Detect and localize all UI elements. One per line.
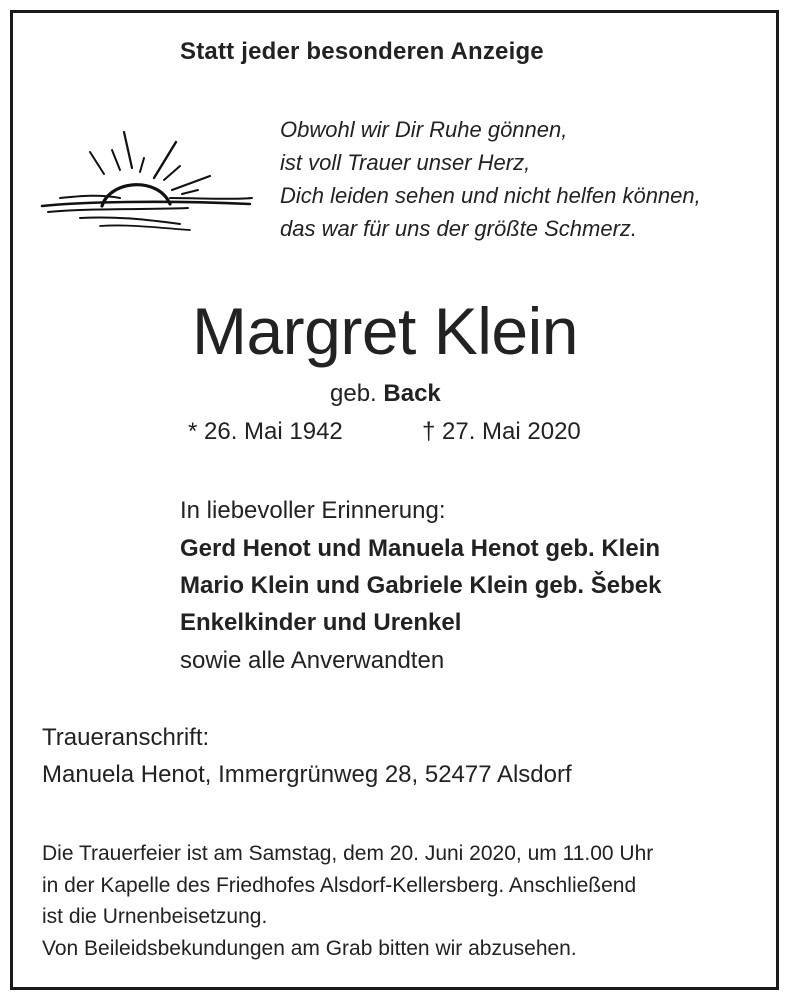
mourner-line: Enkelkinder und Urenkel: [180, 609, 462, 636]
address-label: Traueranschrift:: [42, 724, 210, 751]
mourner-line: Gerd Henot und Manuela Henot geb. Klein: [180, 535, 661, 562]
notice-line: ist die Urnenbeisetzung.: [42, 905, 268, 928]
mourner-line: Mario Klein und Gabriele Klein geb. Šebek: [180, 572, 662, 599]
birth-date: * 26. Mai 1942: [188, 418, 343, 445]
poem-line: ist voll Trauer unser Herz,: [280, 150, 531, 175]
address-value: Manuela Henot, Immergrünweg 28, 52477 Alsdorf: [42, 761, 572, 788]
death-date: † 27. Mai 2020: [422, 418, 581, 445]
header-line: Statt jeder besonderen Anzeige: [180, 38, 544, 65]
memory-intro: In liebevoller Erinnerung:: [180, 497, 446, 524]
notice-line: in der Kapelle des Friedhofes Alsdorf-Kellersberg. Anschließend: [42, 873, 637, 897]
relatives-line: sowie alle Anverwandten: [180, 647, 445, 674]
sunset-icon: [40, 128, 256, 232]
poem: [280, 113, 701, 245]
notice-line: Von Beileidsbekundungen am Grab bitten wir abzusehen.: [42, 936, 577, 960]
poem-line: Obwohl wir Dir Ruhe gönnen,: [280, 117, 568, 142]
maiden-prefix: geb.: [330, 380, 377, 407]
deceased-name: Margret Klein: [192, 294, 578, 368]
maiden-name: Back: [383, 380, 441, 407]
poem-line: das war für uns der größte Schmerz.: [280, 216, 638, 241]
notice-line: Die Trauerfeier ist am Samstag, dem 20. Juni 2020, um 11.00 Uhr: [42, 842, 654, 865]
funeral-notice: [42, 838, 653, 964]
poem-line: Dich leiden sehen und nicht helfen können,: [280, 183, 701, 208]
maiden-name-line: [330, 380, 441, 408]
